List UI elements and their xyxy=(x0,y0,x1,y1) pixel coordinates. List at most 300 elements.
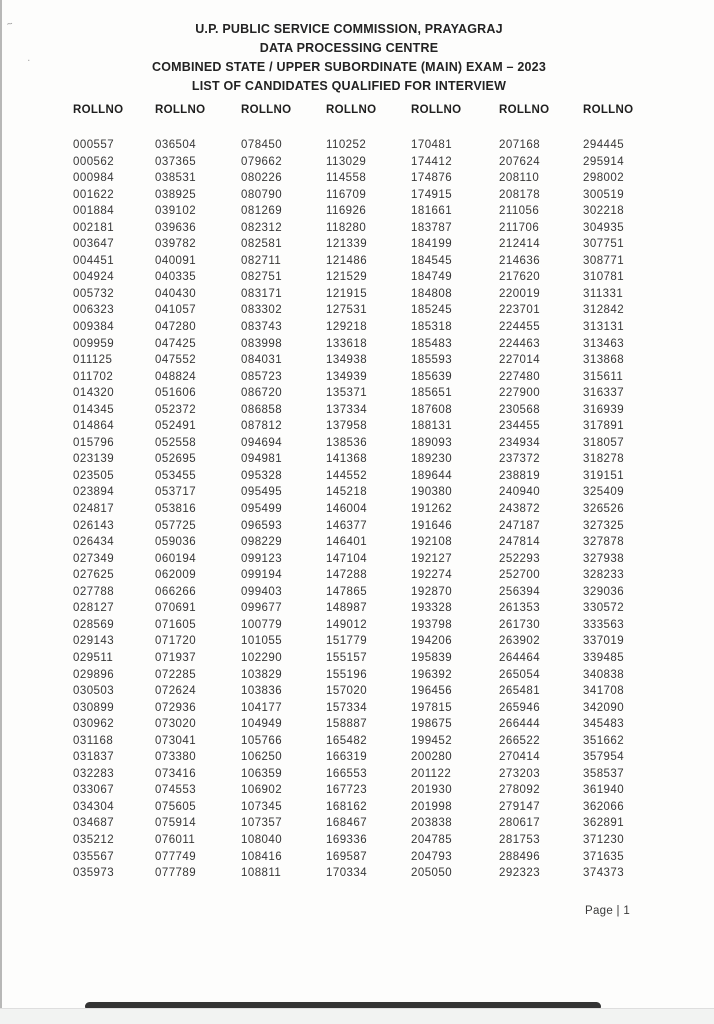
rollno-cell: 266444 xyxy=(499,718,541,731)
rollno-cell: 094981 xyxy=(241,453,283,466)
rollno-cell: 086720 xyxy=(241,387,283,400)
rollno-cell: 137334 xyxy=(326,403,368,416)
rollno-cell: 310781 xyxy=(583,271,625,284)
rollno-cell: 098229 xyxy=(241,536,283,549)
rollno-cell: 316939 xyxy=(583,403,625,416)
rollno-cell: 308771 xyxy=(583,254,625,267)
rollno-cell: 196456 xyxy=(411,685,453,698)
rollno-cell: 121529 xyxy=(326,271,368,284)
rollno-cell: 318278 xyxy=(583,453,625,466)
rollno-cell: 072624 xyxy=(155,685,197,698)
rollno-cell: 325409 xyxy=(583,486,625,499)
rollno-cell: 189093 xyxy=(411,436,453,449)
rollno-cell: 023505 xyxy=(73,469,115,482)
rollno-cell: 039102 xyxy=(155,205,197,218)
rollno-cell: 192870 xyxy=(411,585,453,598)
rollno-cell: 039636 xyxy=(155,221,197,234)
rollno-cell: 351662 xyxy=(583,734,625,747)
rollno-cell: 031837 xyxy=(73,751,115,764)
rollno-cell: 191646 xyxy=(411,519,453,532)
rollno-cell: 304935 xyxy=(583,221,625,234)
rollno-cell: 166553 xyxy=(326,767,368,780)
rollno-cell: 052695 xyxy=(155,453,197,466)
rollno-cell: 238819 xyxy=(499,469,541,482)
page-number: Page | 1 xyxy=(585,905,631,917)
rollno-cell: 227014 xyxy=(499,354,541,367)
rollno-cell: 168162 xyxy=(326,800,368,813)
rollno-cell: 102290 xyxy=(241,651,283,664)
rollno-cell: 082751 xyxy=(241,271,283,284)
rollno-cell: 099194 xyxy=(241,569,283,582)
rollno-cell: 302218 xyxy=(583,205,625,218)
rollno-cell: 116709 xyxy=(326,188,367,201)
rollno-cell: 294445 xyxy=(583,139,625,151)
rollno-cell: 083998 xyxy=(241,337,283,350)
rollno-cell: 027788 xyxy=(73,585,115,598)
rollno-cell: 198675 xyxy=(411,718,453,731)
rollno-cell: 077789 xyxy=(155,867,197,880)
rollno-cell: 203838 xyxy=(411,817,453,830)
rollno-cell: 096593 xyxy=(241,519,283,532)
rollno-cell: 103836 xyxy=(241,685,283,698)
rollno-cell: 028127 xyxy=(73,602,115,615)
title-list: LIST OF CANDIDATES QUALIFIED FOR INTERVIEW xyxy=(191,79,507,93)
rollno-cell: 192274 xyxy=(411,569,453,582)
rollno-cell: 190380 xyxy=(411,486,453,499)
rollno-cell: 015796 xyxy=(73,436,115,449)
rollno-cell: 073416 xyxy=(155,767,197,780)
rollno-cell: 256394 xyxy=(499,585,541,598)
rollno-cell: 104177 xyxy=(241,701,283,714)
rollno-cell: 071937 xyxy=(155,651,197,664)
rollno-cell: 311331 xyxy=(583,287,624,300)
rollno-cell: 300519 xyxy=(583,188,625,201)
rollno-cell: 073041 xyxy=(155,734,197,747)
rollno-column-header: ROLLNO xyxy=(583,104,634,116)
rollno-cell: 094694 xyxy=(241,436,283,449)
rollno-cell: 006323 xyxy=(73,304,115,317)
rollno-column xyxy=(155,137,241,882)
rollno-cell: 107357 xyxy=(241,817,283,830)
rollno-cell: 192108 xyxy=(411,536,453,549)
rollno-cell: 079662 xyxy=(241,155,283,168)
rollno-cell: 041057 xyxy=(155,304,197,317)
rollno-cell: 247814 xyxy=(499,536,541,549)
rollno-cell: 038925 xyxy=(155,188,197,201)
rollno-cell: 211056 xyxy=(499,205,540,218)
rollno-cell: 208110 xyxy=(499,172,540,185)
scan-edge-line xyxy=(0,0,2,1008)
rollno-cell: 326526 xyxy=(583,503,625,516)
rollno-cell: 052558 xyxy=(155,436,197,449)
rollno-cell: 345483 xyxy=(583,718,625,731)
rollno-cell: 059036 xyxy=(155,536,197,549)
rollno-cell: 147288 xyxy=(326,569,368,582)
rollno-cell: 052372 xyxy=(155,403,197,416)
rollno-cell: 200280 xyxy=(411,751,453,764)
rollno-cell: 191262 xyxy=(411,503,453,516)
rollno-cell: 207168 xyxy=(499,139,541,151)
rollno-cell: 185593 xyxy=(411,354,453,367)
rollno-cell: 106250 xyxy=(241,751,283,764)
rollno-column-header: ROLLNO xyxy=(411,104,462,116)
rollno-cell: 357954 xyxy=(583,751,625,764)
rollno-cell: 155157 xyxy=(326,651,368,664)
rollno-cell: 192127 xyxy=(411,552,453,565)
rollno-cell: 106359 xyxy=(241,767,283,780)
rollno-cell: 026143 xyxy=(73,519,115,532)
rollno-cell: 146377 xyxy=(326,519,368,532)
rollno-cell: 224463 xyxy=(499,337,541,350)
rollno-cell: 148987 xyxy=(326,602,368,615)
rollno-cell: 095495 xyxy=(241,486,283,499)
rollno-cell: 196392 xyxy=(411,668,453,681)
rollno-cell: 288496 xyxy=(499,850,541,863)
rollno-cell: 034304 xyxy=(73,800,115,813)
rollno-cell: 073020 xyxy=(155,718,197,731)
rollno-cell: 261730 xyxy=(499,618,541,631)
rollno-cell: 330572 xyxy=(583,602,625,615)
rollno-cell: 170334 xyxy=(326,867,368,880)
rollno-column xyxy=(583,137,655,882)
rollno-cell: 174876 xyxy=(411,172,453,185)
rollno-cell: 193328 xyxy=(411,602,453,615)
rollno-cell: 030503 xyxy=(73,685,115,698)
rollno-cell: 337019 xyxy=(583,635,625,648)
rollno-cell: 072936 xyxy=(155,701,197,714)
rollno-cell: 157334 xyxy=(326,701,368,714)
rollno-cell: 298002 xyxy=(583,172,625,185)
rollno-cell: 076011 xyxy=(155,833,196,846)
rollno-cell: 168467 xyxy=(326,817,368,830)
rollno-cell: 280617 xyxy=(499,817,541,830)
rollno-cell: 129218 xyxy=(326,321,368,334)
rollno-cell: 134938 xyxy=(326,354,368,367)
rollno-cell: 207624 xyxy=(499,155,541,168)
rollno-cell: 318057 xyxy=(583,436,625,449)
rollno-cell: 342090 xyxy=(583,701,625,714)
rollno-cell: 087812 xyxy=(241,420,283,433)
rollno-cell: 340838 xyxy=(583,668,625,681)
rollno-header-row xyxy=(73,104,655,116)
rollno-cell: 204785 xyxy=(411,833,453,846)
rollno-cell: 004924 xyxy=(73,271,115,284)
rollno-cell: 170481 xyxy=(411,139,453,151)
rollno-cell: 201122 xyxy=(411,767,452,780)
rollno-cell: 185639 xyxy=(411,370,453,383)
rollno-cell: 113029 xyxy=(326,155,367,168)
rollno-cell: 193798 xyxy=(411,618,453,631)
rollno-cell: 195839 xyxy=(411,651,453,664)
rollno-cell: 002181 xyxy=(73,221,115,234)
rollno-column-header: ROLLNO xyxy=(326,104,377,116)
rollno-cell: 062009 xyxy=(155,569,197,582)
rollno-cell: 184749 xyxy=(411,271,453,284)
rollno-cell: 047425 xyxy=(155,337,197,350)
rollno-cell: 053816 xyxy=(155,503,197,516)
rollno-cell: 031168 xyxy=(73,734,114,747)
rollno-cell: 035973 xyxy=(73,867,115,880)
rollno-cell: 001884 xyxy=(73,205,115,218)
rollno-cell: 080226 xyxy=(241,172,283,185)
rollno-cell: 273203 xyxy=(499,767,541,780)
rollno-cell: 074553 xyxy=(155,784,197,797)
rollno-cell: 039782 xyxy=(155,238,197,251)
rollno-cell: 223701 xyxy=(499,304,541,317)
rollno-cell: 189230 xyxy=(411,453,453,466)
rollno-cell: 371635 xyxy=(583,850,625,863)
rollno-cell: 165482 xyxy=(326,734,368,747)
rollno-cell: 185318 xyxy=(411,321,453,334)
rollno-cell: 313868 xyxy=(583,354,625,367)
rollno-cell: 053455 xyxy=(155,469,197,482)
rollno-cell: 099123 xyxy=(241,552,283,565)
rollno-cell: 247187 xyxy=(499,519,541,532)
rollno-cell: 270414 xyxy=(499,751,541,764)
rollno-cell: 011702 xyxy=(73,370,114,383)
rollno-cell: 220019 xyxy=(499,287,541,300)
rollno-cell: 133618 xyxy=(326,337,368,350)
rollno-cell: 327325 xyxy=(583,519,625,532)
rollno-cell: 312842 xyxy=(583,304,625,317)
rollno-cell: 211706 xyxy=(499,221,540,234)
rollno-cell: 319151 xyxy=(583,469,625,482)
rollno-cell: 099677 xyxy=(241,602,283,615)
rollno-cell: 234934 xyxy=(499,436,541,449)
rollno-cell: 315611 xyxy=(583,370,624,383)
rollno-cell: 264464 xyxy=(499,651,541,664)
rollno-cell: 029896 xyxy=(73,668,115,681)
rollno-cell: 197815 xyxy=(411,701,453,714)
rollno-cell: 155196 xyxy=(326,668,368,681)
rollno-cell: 295914 xyxy=(583,155,625,168)
rollno-cell: 108040 xyxy=(241,833,283,846)
rollno-cell: 060194 xyxy=(155,552,197,565)
rollno-cell: 108811 xyxy=(241,867,282,880)
rollno-cell: 361940 xyxy=(583,784,625,797)
rollno-cell: 073380 xyxy=(155,751,197,764)
rollno-cell: 151779 xyxy=(326,635,368,648)
rollno-cell: 174412 xyxy=(411,155,453,168)
rollno-cell: 265054 xyxy=(499,668,541,681)
rollno-cell: 032283 xyxy=(73,767,115,780)
rollno-cell: 157020 xyxy=(326,685,368,698)
rollno-cell: 224455 xyxy=(499,321,541,334)
rollno-cell: 138536 xyxy=(326,436,368,449)
rollno-cell: 047552 xyxy=(155,354,197,367)
rollno-cell: 082312 xyxy=(241,221,283,234)
rollno-cell: 110252 xyxy=(326,139,367,151)
rollno-cell: 261353 xyxy=(499,602,541,615)
rollno-cell: 292323 xyxy=(499,867,541,880)
rollno-cell: 169587 xyxy=(326,850,368,863)
rollno-cell: 146401 xyxy=(326,536,368,549)
rollno-cell: 095499 xyxy=(241,503,283,516)
rollno-cell: 080790 xyxy=(241,188,283,201)
scan-artifact: · xyxy=(26,54,32,67)
rollno-cell: 188131 xyxy=(411,420,453,433)
rollno-cell: 116926 xyxy=(326,205,367,218)
rollno-cell: 083171 xyxy=(241,287,283,300)
rollno-cell: 035567 xyxy=(73,850,115,863)
rollno-column-header: ROLLNO xyxy=(241,104,292,116)
rollno-cell: 317891 xyxy=(583,420,625,433)
rollno-cell: 081269 xyxy=(241,205,283,218)
rollno-cell: 240940 xyxy=(499,486,541,499)
rollno-cell: 052491 xyxy=(155,420,197,433)
rollno-cell: 024817 xyxy=(73,503,115,516)
rollno-cell: 134939 xyxy=(326,370,368,383)
rollno-cell: 077749 xyxy=(155,850,197,863)
rollno-cell: 167723 xyxy=(326,784,368,797)
rollno-cell: 009384 xyxy=(73,321,115,334)
rollno-cell: 201998 xyxy=(411,800,453,813)
rollno-cell: 029511 xyxy=(73,651,114,664)
rollno-cell: 040430 xyxy=(155,287,197,300)
rollno-cell: 086858 xyxy=(241,403,283,416)
rollno-cell: 141368 xyxy=(326,453,368,466)
rollno-cell: 279147 xyxy=(499,800,541,813)
rollno-cell: 234455 xyxy=(499,420,541,433)
rollno-cell: 187608 xyxy=(411,403,453,416)
rollno-cell: 000562 xyxy=(73,155,115,168)
rollno-cell: 099403 xyxy=(241,585,283,598)
rollno-cell: 040335 xyxy=(155,271,197,284)
rollno-cell: 047280 xyxy=(155,321,197,334)
rollno-cell: 307751 xyxy=(583,238,625,251)
rollno-cell: 084031 xyxy=(241,354,283,367)
rollno-cell: 205050 xyxy=(411,867,453,880)
rollno-cell: 265946 xyxy=(499,701,541,714)
rollno-cell: 374373 xyxy=(583,867,625,880)
rollno-cell: 114558 xyxy=(326,172,367,185)
rollno-column-header: ROLLNO xyxy=(155,104,206,116)
rollno-cell: 108416 xyxy=(241,850,283,863)
rollno-cell: 014345 xyxy=(73,403,115,416)
rollno-cell: 078450 xyxy=(241,139,283,151)
rollno-cell: 037365 xyxy=(155,155,197,168)
rollno-grid xyxy=(73,137,655,882)
rollno-cell: 184199 xyxy=(411,238,453,251)
rollno-cell: 237372 xyxy=(499,453,541,466)
rollno-cell: 333563 xyxy=(583,618,625,631)
rollno-cell: 329036 xyxy=(583,585,625,598)
rollno-cell: 057725 xyxy=(155,519,197,532)
title-commission: U.P. PUBLIC SERVICE COMMISSION, PRAYAGRAJ xyxy=(195,22,503,36)
rollno-cell: 083743 xyxy=(241,321,283,334)
rollno-cell: 101055 xyxy=(241,635,283,648)
rollno-cell: 000557 xyxy=(73,139,115,151)
rollno-cell: 106902 xyxy=(241,784,283,797)
rollno-cell: 095328 xyxy=(241,469,283,482)
rollno-cell: 266522 xyxy=(499,734,541,747)
rollno-cell: 137958 xyxy=(326,420,368,433)
rollno-cell: 035212 xyxy=(73,833,115,846)
rollno-cell: 214636 xyxy=(499,254,541,267)
rollno-cell: 036504 xyxy=(155,139,197,151)
rollno-cell: 174915 xyxy=(411,188,453,201)
rollno-cell: 030962 xyxy=(73,718,115,731)
rollno-cell: 070691 xyxy=(155,602,197,615)
rollno-cell: 184808 xyxy=(411,287,453,300)
rollno-cell: 071605 xyxy=(155,618,197,631)
rollno-cell: 053717 xyxy=(155,486,197,499)
rollno-cell: 028569 xyxy=(73,618,115,631)
rollno-cell: 362891 xyxy=(583,817,625,830)
rollno-cell: 121915 xyxy=(326,287,368,300)
rollno-cell: 252293 xyxy=(499,552,541,565)
rollno-cell: 051606 xyxy=(155,387,197,400)
rollno-cell: 208178 xyxy=(499,188,541,201)
rollno-cell: 118280 xyxy=(326,221,367,234)
rollno-cell: 358537 xyxy=(583,767,625,780)
rollno-cell: 313463 xyxy=(583,337,625,350)
rollno-cell: 230568 xyxy=(499,403,541,416)
rollno-cell: 278092 xyxy=(499,784,541,797)
rollno-cell: 212414 xyxy=(499,238,541,251)
rollno-cell: 072285 xyxy=(155,668,197,681)
rollno-cell: 169336 xyxy=(326,833,368,846)
rollno-cell: 185651 xyxy=(411,387,453,400)
rollno-cell: 085723 xyxy=(241,370,283,383)
rollno-cell: 029143 xyxy=(73,635,115,648)
rollno-cell: 328233 xyxy=(583,569,625,582)
scan-artifact: ~ xyxy=(5,18,14,31)
rollno-column xyxy=(326,137,411,882)
rollno-cell: 265481 xyxy=(499,685,541,698)
rollno-cell: 146004 xyxy=(326,503,368,516)
rollno-cell: 033067 xyxy=(73,784,115,797)
rollno-cell: 048824 xyxy=(155,370,197,383)
rollno-cell: 003647 xyxy=(73,238,115,251)
rollno-cell: 362066 xyxy=(583,800,625,813)
rollno-cell: 121486 xyxy=(326,254,368,267)
rollno-cell: 107345 xyxy=(241,800,283,813)
rollno-cell: 313131 xyxy=(583,321,625,334)
rollno-cell: 199452 xyxy=(411,734,453,747)
rollno-cell: 227900 xyxy=(499,387,541,400)
rollno-cell: 149012 xyxy=(326,618,368,631)
rollno-cell: 185483 xyxy=(411,337,453,350)
rollno-column xyxy=(241,137,326,882)
rollno-cell: 023894 xyxy=(73,486,115,499)
rollno-cell: 001622 xyxy=(73,188,115,201)
rollno-cell: 103829 xyxy=(241,668,283,681)
rollno-cell: 009959 xyxy=(73,337,115,350)
rollno-cell: 204793 xyxy=(411,850,453,863)
rollno-cell: 217620 xyxy=(499,271,541,284)
rollno-column-header: ROLLNO xyxy=(499,104,550,116)
bottom-strip xyxy=(0,1008,714,1024)
rollno-cell: 371230 xyxy=(583,833,625,846)
rollno-cell: 038531 xyxy=(155,172,197,185)
title-centre: DATA PROCESSING CENTRE xyxy=(259,41,439,55)
rollno-cell: 121339 xyxy=(326,238,368,251)
rollno-cell: 184545 xyxy=(411,254,453,267)
rollno-cell: 183787 xyxy=(411,221,453,234)
rollno-cell: 316337 xyxy=(583,387,625,400)
rollno-cell: 000984 xyxy=(73,172,115,185)
rollno-cell: 027349 xyxy=(73,552,115,565)
rollno-cell: 011125 xyxy=(73,354,113,367)
title-block xyxy=(0,20,714,96)
rollno-cell: 071720 xyxy=(155,635,197,648)
rollno-cell: 100779 xyxy=(241,618,283,631)
rollno-cell: 181661 xyxy=(411,205,453,218)
rollno-cell: 082581 xyxy=(241,238,283,251)
rollno-cell: 066266 xyxy=(155,585,197,598)
rollno-cell: 104949 xyxy=(241,718,283,731)
